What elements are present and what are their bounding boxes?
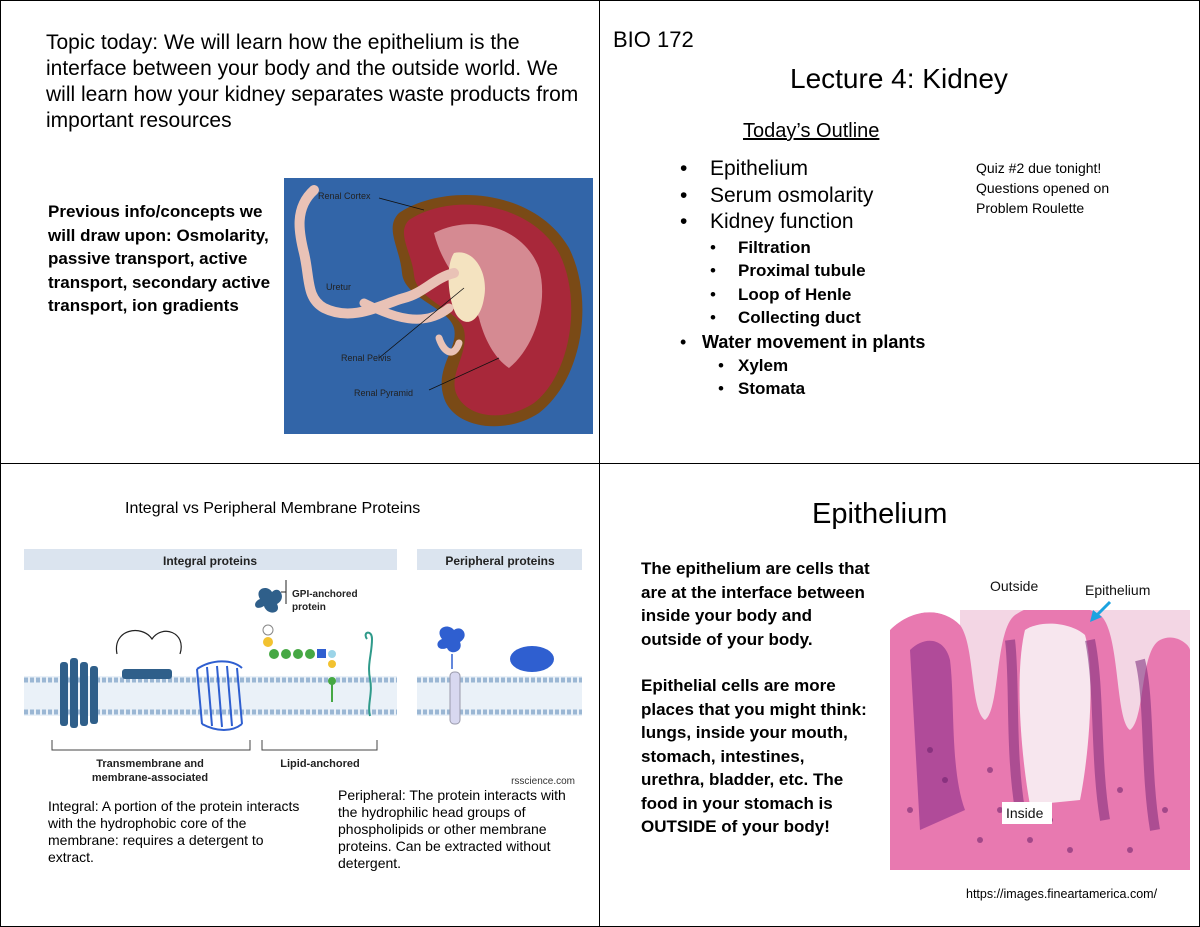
epithelium-para-2: Epithelial cells are more places that you might think: lungs, inside your mouth, stomach, intestines, urethra, bladder, etc. The food in your stomach is OUTSIDE of your body! — [641, 676, 867, 836]
outline-subitem: • Loop of Henle — [680, 283, 925, 307]
outline-subitem: • Filtration — [680, 236, 925, 260]
peripheral-description: Peripheral: The protein interacts with the hydrophilic head groups of phospholipids or other membrane proteins. Can be extracted without detergent. — [338, 787, 566, 871]
figure-source: rsscience.com — [511, 776, 575, 787]
label-renal-cortex: Renal Cortex — [318, 191, 371, 201]
lecture-title: Lecture 4: Kidney — [790, 63, 1008, 94]
lipid-bilayer — [24, 676, 582, 716]
associated-protein-helix-icon — [122, 669, 172, 679]
epithelium-description — [641, 557, 871, 839]
image-source-url: https://images.fineartamerica.com/ — [966, 887, 1158, 901]
associated-protein-coil-icon — [116, 631, 181, 654]
outline-list — [680, 156, 925, 400]
epithelium-para-1: The epithelium are cells that are at the interface between inside your body and outside of your body. — [641, 559, 870, 649]
membrane-slide-title: Integral vs Peripheral Membrane Proteins — [125, 500, 421, 517]
outline-item: • Serum osmolarity — [680, 183, 925, 210]
peripheral-anchor-protein-icon — [450, 672, 460, 724]
integral-header: Integral proteins — [162, 554, 258, 568]
label-outside: Outside — [990, 578, 1039, 594]
transmembrane-label-line1: Transmembrane and — [96, 758, 204, 770]
outline-subitem: • Proximal tubule — [680, 259, 925, 283]
label-uretur: Uretur — [326, 282, 352, 292]
horizontal-divider — [0, 463, 1200, 464]
integral-description: Integral: A portion of the protein interacts with the hydrophobic core of the membrane: requires a detergent to extract. — [48, 798, 300, 865]
label-renal-pelvis: Renal Pelvis — [341, 353, 392, 363]
label-renal-pyramid: Renal Pyramid — [354, 388, 414, 398]
outline-subitem: • Collecting duct — [680, 306, 925, 330]
gpi-label-line2: protein — [292, 602, 326, 613]
transmembrane-label-line2: membrane-associated — [91, 772, 209, 784]
quiz-note: Quiz #2 due tonight! Questions opened on Problem Roulette — [976, 160, 1110, 216]
outline-item: • Water movement in plants — [680, 330, 925, 354]
outline-heading: Today’s Outline — [743, 120, 880, 142]
epithelium-title: Epithelium — [812, 498, 948, 530]
outline-item: • Kidney function — [680, 209, 925, 236]
membrane-proteins-figure — [22, 544, 592, 794]
label-epithelium: Epithelium — [1085, 582, 1151, 598]
course-code: BIO 172 — [613, 27, 694, 52]
gpi-label-line1: GPI-anchored — [292, 589, 358, 600]
outline-item: • Epithelium — [680, 156, 925, 183]
kidney-photo — [284, 178, 593, 434]
outline-subitem: • Xylem — [680, 354, 925, 377]
label-inside: Inside — [1006, 805, 1044, 821]
topic-text: Topic today: We will learn how the epithelium is the interface between your body and the outside world. We will learn how your kidney separates waste products from important resources — [46, 31, 579, 132]
previous-concepts-text: Previous info/concepts we will draw upon: Osmolarity, passive transport, active transport, secondary active transport, ion gradients — [48, 202, 271, 315]
epithelium-micrograph — [890, 570, 1190, 870]
peripheral-protein-blob-icon — [510, 646, 554, 672]
peripheral-protein-icon — [437, 627, 464, 653]
outline-subitem: • Stomata — [680, 377, 925, 400]
gpi-protein-icon — [255, 588, 282, 613]
lipid-anchored-label: Lipid-anchored — [280, 758, 360, 770]
peripheral-header: Peripheral proteins — [445, 554, 555, 568]
